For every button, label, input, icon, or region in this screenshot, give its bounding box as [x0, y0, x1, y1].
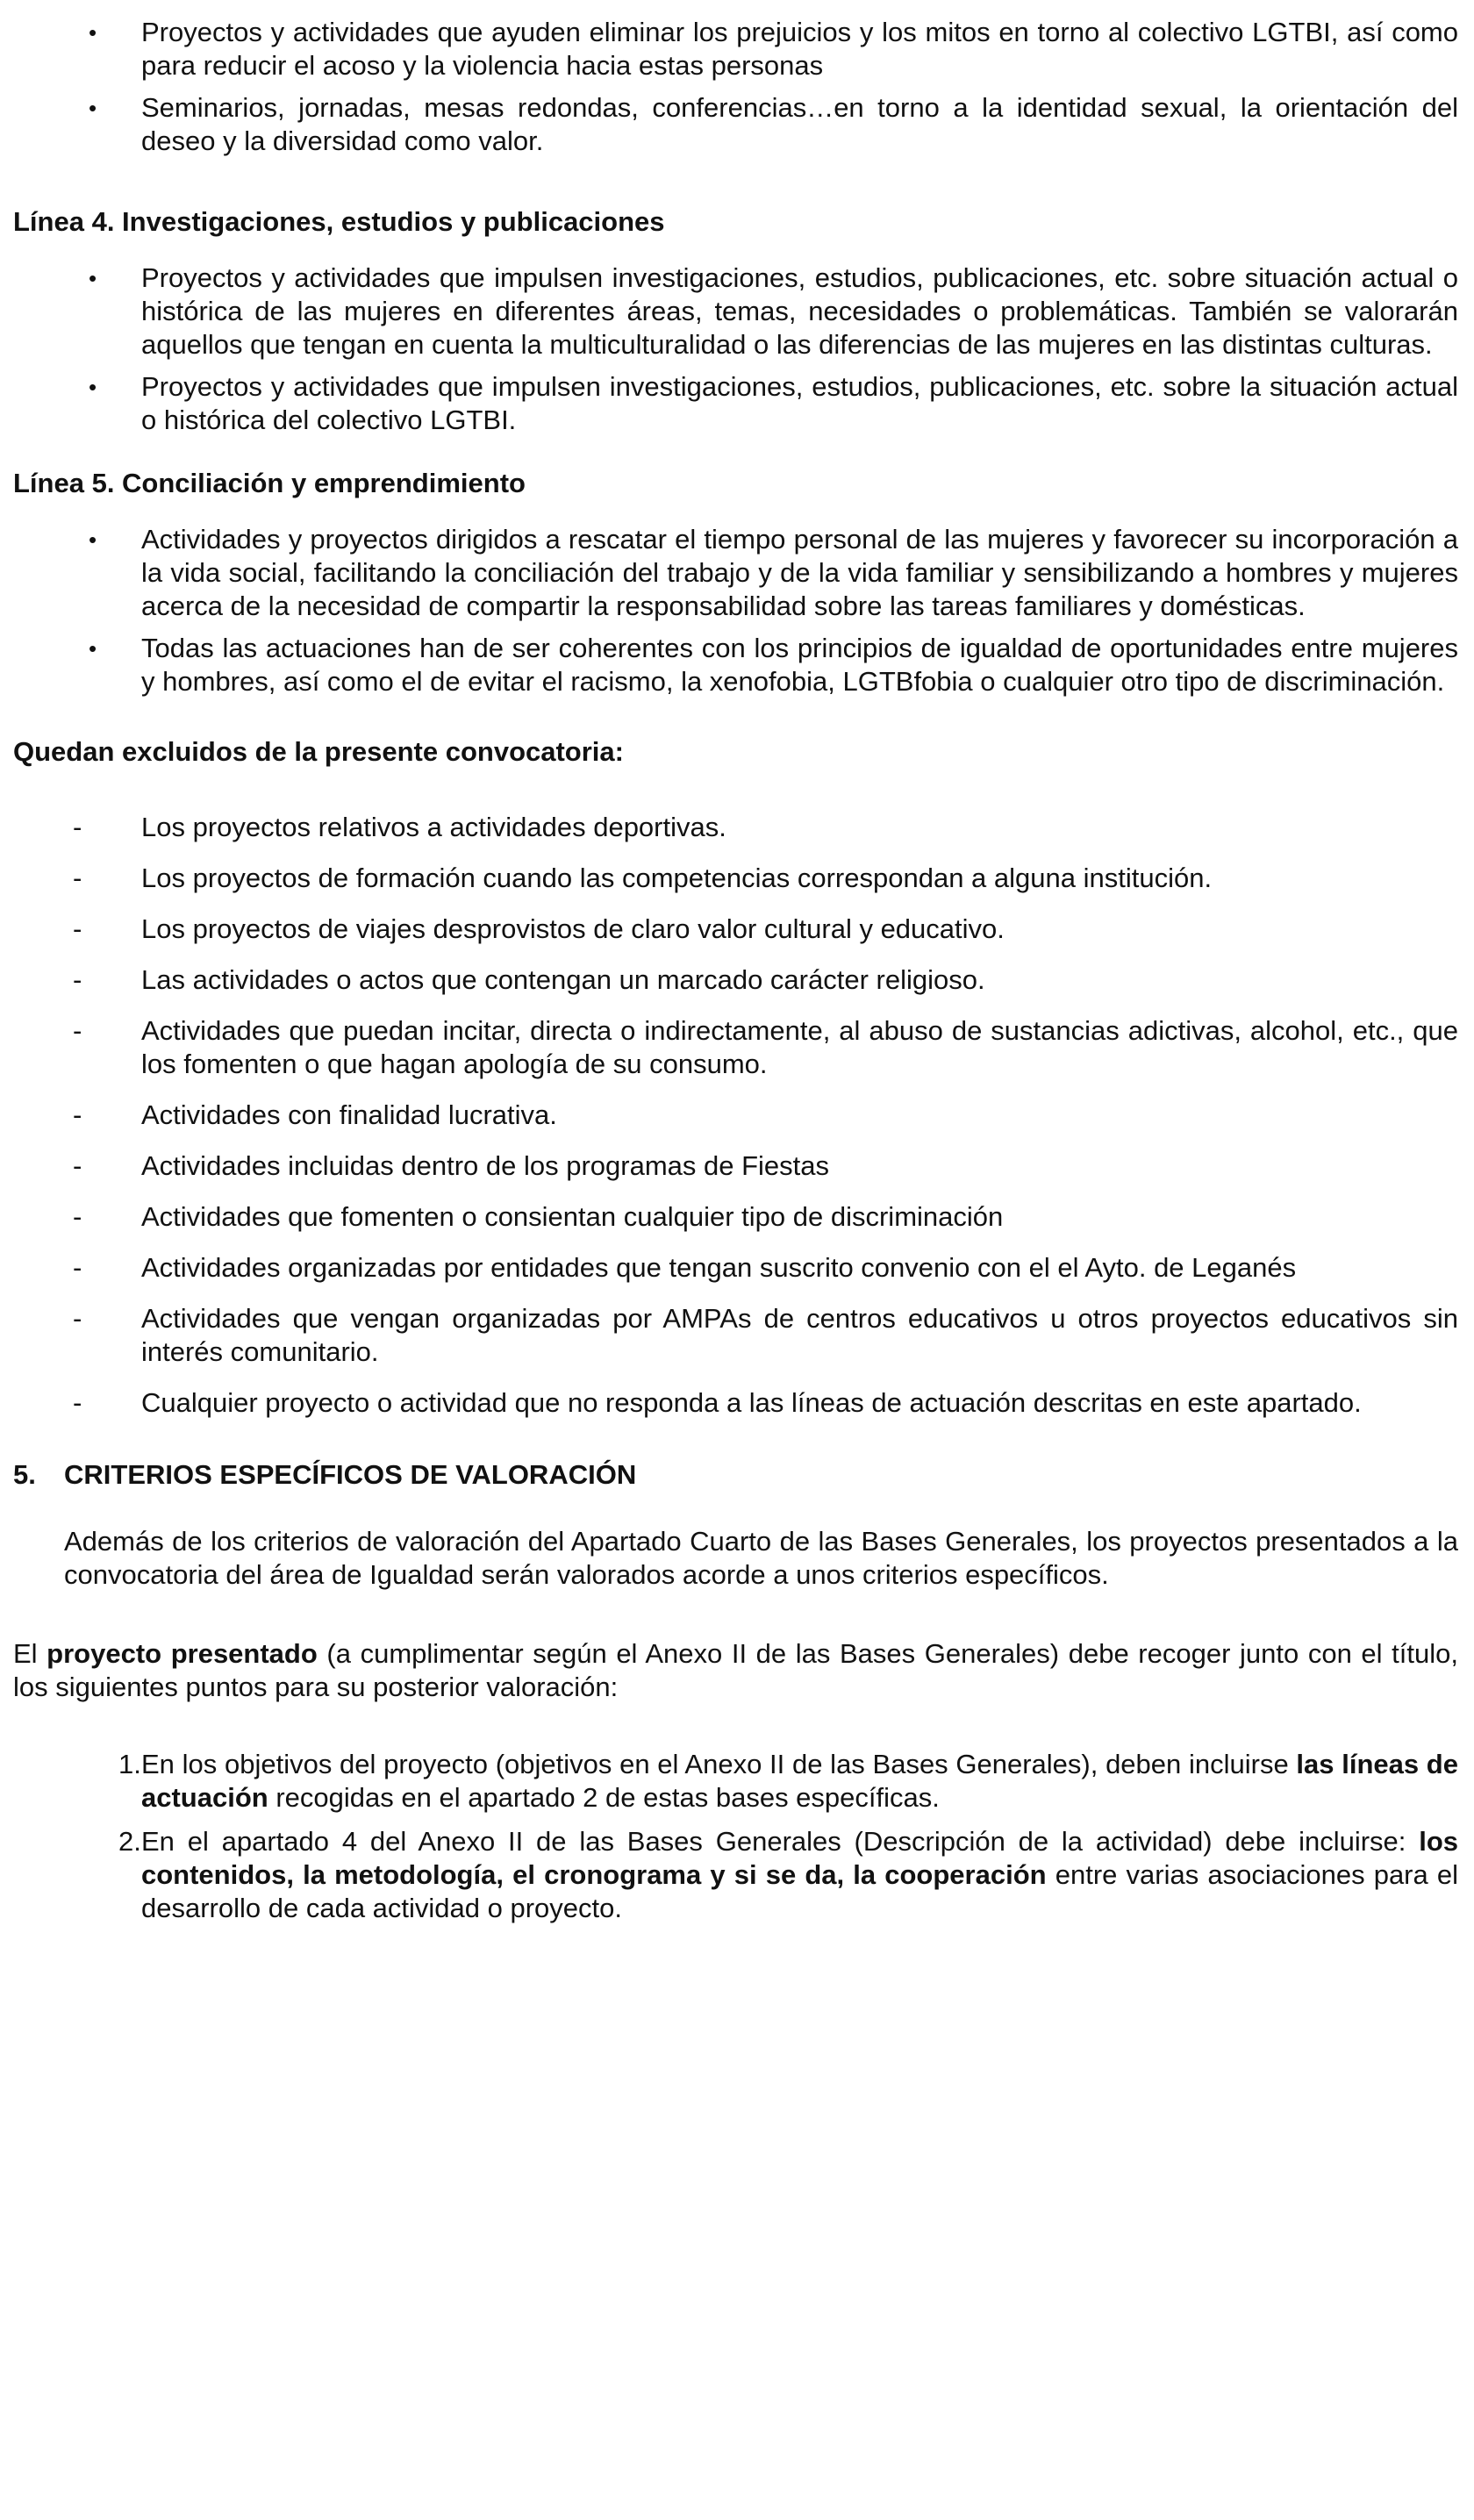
text: (a cumplimentar según el Anexo II de las Bases Generales) debe recoger junto con el título, los siguientes puntos para su posterior valoración:	[13, 1638, 1458, 1702]
bullet-icon: •	[89, 635, 97, 662]
bold-text: proyecto presentado	[47, 1638, 318, 1669]
bullet-icon: •	[89, 265, 97, 291]
list-item	[13, 862, 1458, 895]
bold-text: los contenidos, la metodología, el cronograma y si se da, la cooperación	[141, 1826, 1458, 1890]
list-item	[13, 91, 1458, 158]
list-item	[13, 1099, 1458, 1132]
item-number: 1.	[118, 1749, 141, 1779]
bullet-icon: •	[89, 374, 97, 400]
item-text: Actividades y proyectos dirigidos a rescatar el tiempo personal de las mujeres y favorecer su incorporación a la vida social, facilitando la conciliación del trabajo y de la vida familiar y sensibilizando a hombres y mujeres acerca de la necesidad de compartir la responsabilidad sobre las tareas familiares y domésticas.	[141, 524, 1458, 621]
list-item	[13, 1386, 1458, 1420]
bullet-icon: •	[89, 95, 97, 121]
item-text: Actividades con finalidad lucrativa.	[141, 1099, 557, 1130]
list-conciliacion	[13, 523, 1458, 698]
section-5-heading	[13, 1458, 1458, 1492]
bullet-icon: •	[89, 19, 97, 46]
list-item	[13, 523, 1458, 623]
item-text: Seminarios, jornadas, mesas redondas, conferencias…en torno a la identidad sexual, la orientación del deseo y la diversidad como valor.	[141, 92, 1458, 156]
list-item	[13, 261, 1458, 362]
item-text: Todas las actuaciones han de ser coherentes con los principios de igualdad de oportunidades entre mujeres y hombres, así como el de evitar el racismo, la xenofobia, LGTBfobia o cualquier otro tipo de discriminación.	[141, 633, 1458, 697]
bold-text: las líneas de actuación	[141, 1749, 1458, 1813]
proyecto-paragraph	[13, 1637, 1458, 1704]
section-title: CRITERIOS ESPECÍFICOS DE VALORACIÓN	[64, 1459, 637, 1490]
item-text: Actividades que vengan organizadas por AMPAs de centros educativos u otros proyectos educativos sin interés comunitario.	[141, 1303, 1458, 1367]
list-item	[13, 16, 1458, 82]
list-item	[13, 632, 1458, 698]
item-text: Los proyectos de formación cuando las competencias correspondan a alguna institución.	[141, 863, 1213, 893]
dash-icon: -	[73, 1387, 82, 1418]
bullet-icon: •	[89, 526, 97, 553]
list-item	[13, 1825, 1458, 1925]
dash-icon: -	[73, 1015, 82, 1046]
text: En el apartado 4 del Anexo II de las Bases Generales (Descripción de la actividad) debe incluirse:	[141, 1826, 1420, 1857]
dash-icon: -	[73, 812, 82, 842]
dash-icon: -	[73, 1150, 82, 1181]
text: recogidas en el apartado 2 de estas bases específicas.	[268, 1782, 940, 1813]
list-item	[13, 370, 1458, 437]
item-text: Actividades incluidas dentro de los programas de Fiestas	[141, 1150, 830, 1181]
heading-excluidos: Quedan excluidos de la presente convocatoria:	[13, 736, 624, 767]
dash-icon: -	[73, 913, 82, 944]
item-number: 2.	[118, 1826, 141, 1857]
list-item	[13, 1748, 1458, 1815]
list-item	[13, 1302, 1458, 1369]
item-text: Los proyectos relativos a actividades deportivas.	[141, 812, 726, 842]
item-text: Los proyectos de viajes desprovistos de claro valor cultural y educativo.	[141, 913, 1005, 944]
dash-icon: -	[73, 863, 82, 893]
list-excluidos	[13, 811, 1458, 1420]
item-text: Actividades que fomenten o consientan cualquier tipo de discriminación	[141, 1201, 1004, 1232]
list-item	[13, 1200, 1458, 1234]
list-lgtbi	[13, 16, 1458, 158]
list-item	[13, 913, 1458, 946]
list-item	[13, 963, 1458, 997]
section-5-intro: Además de los criterios de valoración del Apartado Cuarto de las Bases Generales, los proyectos presentados a la convocatoria del área de Igualdad serán valorados acorde a unos criterios específicos.	[64, 1526, 1458, 1590]
dash-icon: -	[73, 1099, 82, 1130]
dash-icon: -	[73, 1303, 82, 1334]
heading-linea-4: Línea 4. Investigaciones, estudios y publicaciones	[13, 206, 665, 237]
item-text: Actividades que puedan incitar, directa o indirectamente, al abuso de sustancias adictivas, alcohol, etc., que los fomenten o que hagan apología de su consumo.	[141, 1015, 1458, 1079]
text: entre varias asociaciones para el desarrollo de cada actividad o proyecto.	[141, 1859, 1459, 1923]
numbered-list	[13, 1748, 1458, 1925]
text: En los objetivos del proyecto (objetivos en el Anexo II de las Bases Generales), deben incluirse	[141, 1749, 1297, 1779]
list-investigaciones	[13, 261, 1458, 437]
list-item	[13, 1014, 1458, 1081]
section-number: 5.	[13, 1459, 36, 1490]
item-text: Proyectos y actividades que impulsen investigaciones, estudios, publicaciones, etc. sobre la situación actual o histórica del colectivo LGTBI.	[141, 371, 1458, 435]
dash-icon: -	[73, 1252, 82, 1283]
dash-icon: -	[73, 1201, 82, 1232]
dash-icon: -	[73, 964, 82, 995]
item-text: Cualquier proyecto o actividad que no responda a las líneas de actuación descritas en este apartado.	[141, 1387, 1362, 1418]
item-text: Proyectos y actividades que ayuden eliminar los prejuicios y los mitos en torno al colectivo LGTBI, así como para reducir el acoso y la violencia hacia estas personas	[141, 17, 1458, 81]
item-text: Las actividades o actos que contengan un marcado carácter religioso.	[141, 964, 985, 995]
heading-linea-5: Línea 5. Conciliación y emprendimiento	[13, 468, 526, 498]
list-item	[13, 811, 1458, 844]
text: El	[13, 1638, 47, 1669]
list-item	[13, 1251, 1458, 1285]
list-item	[13, 1149, 1458, 1183]
item-text: Proyectos y actividades que impulsen investigaciones, estudios, publicaciones, etc. sobre situación actual o histórica de las mujeres en diferentes áreas, temas, necesidades o problemáticas. También se valorarán aquellos que tengan en cuenta la multiculturalidad o las diferencias de las mujeres en las distintas culturas.	[141, 262, 1458, 360]
item-text: Actividades organizadas por entidades que tengan suscrito convenio con el el Ayto. de Leganés	[141, 1252, 1297, 1283]
